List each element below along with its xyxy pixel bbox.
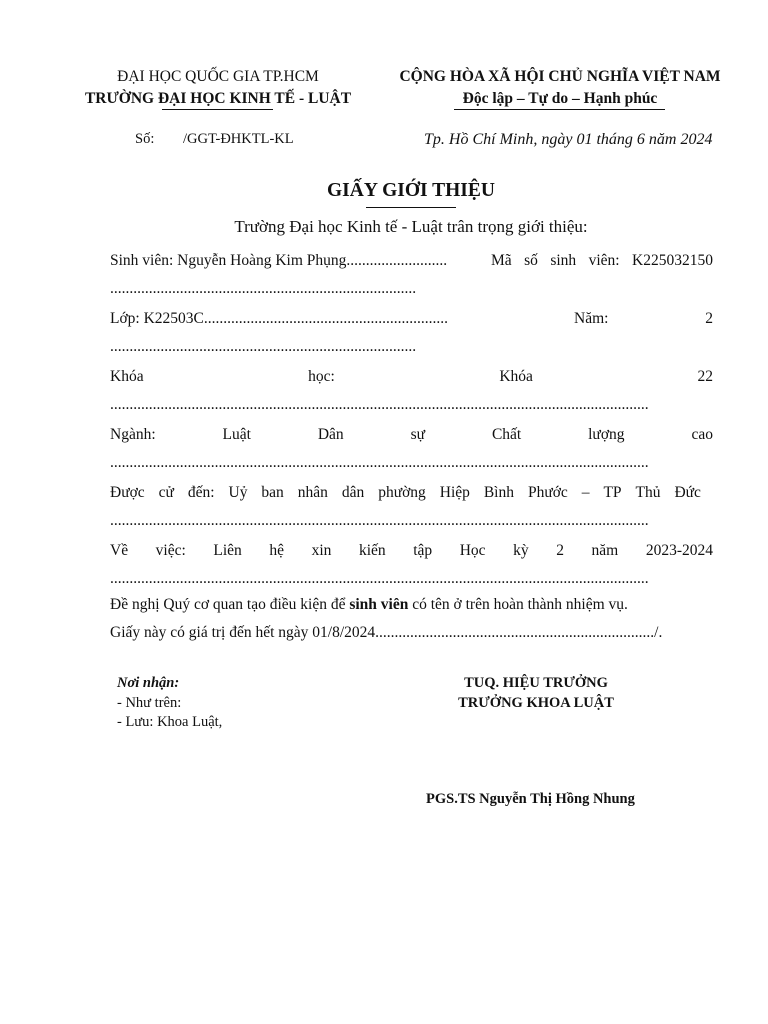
institution-name: ĐẠI HỌC QUỐC GIA TP.HCM bbox=[117, 68, 319, 85]
student-name: Nguyễn Hoàng Kim Phụng bbox=[177, 252, 347, 269]
about-word: Liên bbox=[213, 542, 242, 559]
course-value: 22 bbox=[697, 368, 713, 385]
student-id bbox=[491, 252, 713, 270]
recipient-item: - Như trên: bbox=[117, 695, 182, 711]
major-word: lượng bbox=[588, 426, 625, 443]
sent-word: Được bbox=[110, 484, 145, 501]
national-title: CỘNG HÒA XÃ HỘI CHỦ NGHĨA VIỆT NAM bbox=[399, 68, 721, 85]
major-row bbox=[110, 426, 713, 444]
validity-end: ./. bbox=[650, 624, 663, 641]
document-title: GIẤY GIỚI THIỆU bbox=[327, 180, 495, 201]
national-motto: Độc lập – Tự do – Hạnh phúc bbox=[462, 90, 658, 107]
sent-word: – bbox=[581, 484, 590, 501]
sent-to-row bbox=[110, 484, 701, 502]
sent-word: ban bbox=[261, 484, 284, 501]
class-value: K22503C bbox=[143, 310, 204, 327]
school-name-underline bbox=[162, 109, 273, 110]
signature-title-2: TRƯỞNG KHOA LUẬT bbox=[458, 695, 614, 711]
sent-word: TP bbox=[603, 484, 622, 501]
about-word: hệ bbox=[269, 542, 284, 559]
course-word: học: bbox=[308, 368, 335, 385]
year-value: 2 bbox=[705, 310, 713, 327]
about-word: kỳ bbox=[513, 542, 529, 559]
sent-word: Đức bbox=[674, 484, 701, 501]
about-word: năm bbox=[591, 542, 619, 559]
document-number-code: /GGT-ĐHKTL-KL bbox=[183, 131, 294, 147]
sent-word: dân bbox=[341, 484, 365, 501]
student-label: Sinh viên: bbox=[110, 252, 174, 269]
sent-word: Thủ bbox=[635, 484, 661, 501]
about-word: xin bbox=[311, 542, 332, 559]
student-id-word: sinh bbox=[550, 252, 577, 269]
sent-word: Bình bbox=[483, 484, 514, 501]
request-before: Đề nghị Quý cơ quan tạo điều kiện để bbox=[110, 596, 350, 613]
about-word: tập bbox=[413, 542, 433, 559]
document-number-label: Số: bbox=[135, 131, 155, 147]
about-word: 2023-2024 bbox=[645, 542, 713, 559]
student-dots: .......................... bbox=[346, 252, 448, 269]
student-id-word: số bbox=[524, 252, 538, 269]
dotted-line: ........................................................................................................................................... bbox=[110, 570, 649, 587]
request-after: có tên ở trên hoàn thành nhiệm vụ. bbox=[408, 596, 628, 613]
major-word: sự bbox=[410, 426, 426, 443]
validity-text bbox=[110, 624, 713, 642]
about-row bbox=[110, 542, 713, 560]
student-id-value: K225032150 bbox=[632, 252, 713, 269]
school-name: TRƯỜNG ĐẠI HỌC KINH TẾ - LUẬT bbox=[84, 90, 352, 107]
dotted-line: ........................................................................................................................................... bbox=[110, 512, 649, 529]
major-word: Chất bbox=[491, 426, 522, 443]
sent-word: phường bbox=[378, 484, 426, 501]
about-word: việc: bbox=[155, 542, 186, 559]
national-motto-underline bbox=[454, 109, 665, 110]
major-word: Dân bbox=[317, 426, 344, 443]
dotted-line: ............................................................................... bbox=[110, 338, 417, 355]
major-word: Ngành: bbox=[110, 426, 156, 443]
major-word: Luật bbox=[222, 426, 251, 443]
course-row bbox=[110, 368, 713, 386]
class-dots: ............................................................... bbox=[203, 310, 449, 327]
about-word: kiến bbox=[358, 542, 386, 559]
validity-dots: ....................................................................... bbox=[375, 624, 651, 641]
signer-name: PGS.TS Nguyễn Thị Hồng Nhung bbox=[426, 791, 635, 807]
intro-text: Trường Đại học Kinh tế - Luật trân trọng giới thiệu: bbox=[234, 217, 588, 236]
recipient-item: - Lưu: Khoa Luật, bbox=[117, 714, 223, 730]
student-id-word: viên: bbox=[588, 252, 620, 269]
sent-word: nhân bbox=[297, 484, 328, 501]
place-date: Tp. Hồ Chí Minh, ngày 01 tháng 6 năm 2024 bbox=[424, 131, 713, 148]
student-id-word: Mã bbox=[491, 252, 512, 269]
title-underline bbox=[366, 207, 456, 208]
dotted-line: ........................................................................................................................................... bbox=[110, 454, 649, 471]
sent-word: Hiệp bbox=[439, 484, 470, 501]
course-word: Khóa bbox=[499, 368, 533, 385]
about-word: 2 bbox=[556, 542, 564, 559]
about-word: Học bbox=[459, 542, 486, 559]
signature-title-1: TUQ. HIỆU TRƯỞNG bbox=[464, 675, 608, 691]
dotted-line: ............................................................................... bbox=[110, 280, 417, 297]
sent-word: cử bbox=[158, 484, 174, 501]
request-text bbox=[110, 596, 628, 614]
sent-word: đến: bbox=[187, 484, 215, 501]
recipients-label: Nơi nhận: bbox=[117, 675, 180, 691]
about-word: Về bbox=[110, 542, 129, 559]
course-word: Khóa bbox=[110, 368, 144, 385]
class-label: Lớp: bbox=[110, 310, 140, 327]
dotted-line: ........................................................................................................................................... bbox=[110, 396, 649, 413]
sent-word: Phước bbox=[527, 484, 568, 501]
request-bold: sinh viên bbox=[349, 596, 409, 613]
year-label: Năm: bbox=[574, 310, 609, 327]
major-word: cao bbox=[691, 426, 713, 443]
validity-main: Giấy này có giá trị đến hết ngày 01/8/2024 bbox=[110, 624, 376, 641]
sent-word: Uỷ bbox=[228, 484, 248, 501]
